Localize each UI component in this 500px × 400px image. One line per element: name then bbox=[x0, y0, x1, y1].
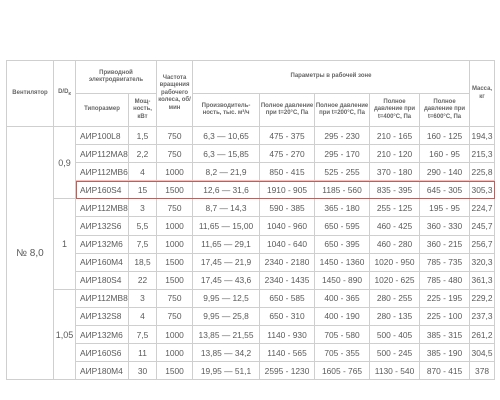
table-row bbox=[7, 181, 495, 199]
cell-p400: 500 - 405 bbox=[370, 326, 420, 344]
cell-mass: 224,7 bbox=[470, 199, 495, 217]
cell-p20: 1040 - 640 bbox=[260, 235, 315, 253]
cell-power: 4 bbox=[129, 307, 157, 325]
cell-p400: 280 - 135 bbox=[370, 307, 420, 325]
header-power: Мощ-ность, кВт bbox=[129, 94, 157, 127]
cell-speed: 750 bbox=[157, 145, 193, 163]
cell-capacity: 6,3 — 15,85 bbox=[193, 145, 260, 163]
header-dd-text: D/D bbox=[58, 88, 69, 95]
dd-group-cell: 1 bbox=[54, 199, 76, 289]
cell-p400: 370 - 180 bbox=[370, 163, 420, 181]
cell-capacity: 13,85 — 34,2 bbox=[193, 344, 260, 362]
cell-p400: 835 - 395 bbox=[370, 181, 420, 199]
header-dd bbox=[54, 61, 76, 127]
cell-capacity: 8,7 — 14,3 bbox=[193, 199, 260, 217]
cell-p600: 785 - 480 bbox=[420, 271, 470, 289]
table-row bbox=[7, 344, 495, 362]
cell-power: 11 bbox=[129, 344, 157, 362]
cell-p400: 1020 - 625 bbox=[370, 271, 420, 289]
cell-p20: 2340 - 1435 bbox=[260, 271, 315, 289]
cell-p600: 785 - 735 bbox=[420, 253, 470, 271]
cell-p20: 1140 - 930 bbox=[260, 326, 315, 344]
cell-type: АИР132S8 bbox=[76, 307, 129, 325]
cell-type: АИР112МА8 bbox=[76, 145, 129, 163]
cell-type: АИР132М6 bbox=[76, 326, 129, 344]
cell-p600: 290 - 140 bbox=[420, 163, 470, 181]
cell-capacity: 9,95 — 12,5 bbox=[193, 289, 260, 307]
cell-capacity: 6,3 — 10,65 bbox=[193, 127, 260, 145]
cell-type: АИР100L8 bbox=[76, 127, 129, 145]
cell-mass: 229,2 bbox=[470, 289, 495, 307]
cell-p200: 650 - 395 bbox=[315, 235, 370, 253]
header-dd-sub: к bbox=[68, 90, 71, 97]
cell-power: 30 bbox=[129, 362, 157, 380]
cell-p400: 210 - 120 bbox=[370, 145, 420, 163]
cell-p20: 590 - 385 bbox=[260, 199, 315, 217]
cell-speed: 750 bbox=[157, 307, 193, 325]
cell-p200: 365 - 180 bbox=[315, 199, 370, 217]
table-row bbox=[7, 217, 495, 235]
cell-p200: 400 - 190 bbox=[315, 307, 370, 325]
cell-speed: 1000 bbox=[157, 344, 193, 362]
cell-mass: 256,7 bbox=[470, 235, 495, 253]
cell-power: 22 bbox=[129, 271, 157, 289]
cell-p600: 645 - 305 bbox=[420, 181, 470, 199]
dd-group-cell: 0,9 bbox=[54, 127, 76, 199]
table-row bbox=[7, 199, 495, 217]
cell-p200: 705 - 355 bbox=[315, 344, 370, 362]
cell-p400: 255 - 125 bbox=[370, 199, 420, 217]
cell-mass: 378 bbox=[470, 362, 495, 380]
cell-power: 3 bbox=[129, 199, 157, 217]
cell-capacity: 12,6 — 31,6 bbox=[193, 181, 260, 199]
cell-p200: 705 - 580 bbox=[315, 326, 370, 344]
cell-capacity: 9,95 — 25,8 bbox=[193, 307, 260, 325]
cell-capacity: 11,65 — 29,1 bbox=[193, 235, 260, 253]
header-motor-type: Типоразмер bbox=[76, 94, 129, 127]
cell-p400: 1020 - 950 bbox=[370, 253, 420, 271]
cell-p600: 385 - 190 bbox=[420, 344, 470, 362]
cell-mass: 194,3 bbox=[470, 127, 495, 145]
cell-p20: 1140 - 565 bbox=[260, 344, 315, 362]
fan-spec-table bbox=[6, 60, 495, 380]
cell-p20: 475 - 375 bbox=[260, 127, 315, 145]
table-row bbox=[7, 271, 495, 289]
cell-p400: 500 - 245 bbox=[370, 344, 420, 362]
cell-power: 1,5 bbox=[129, 127, 157, 145]
table-row bbox=[7, 163, 495, 181]
cell-p600: 195 - 95 bbox=[420, 199, 470, 217]
header-params-group: Параметры в рабочей зоне bbox=[193, 61, 470, 94]
cell-capacity: 13,85 — 21,55 bbox=[193, 326, 260, 344]
cell-capacity: 11,65 — 15,00 bbox=[193, 217, 260, 235]
cell-power: 5,5 bbox=[129, 217, 157, 235]
cell-power: 7,5 bbox=[129, 235, 157, 253]
cell-speed: 750 bbox=[157, 127, 193, 145]
cell-type: АИР180S4 bbox=[76, 271, 129, 289]
cell-type: АИР112МВ8 bbox=[76, 289, 129, 307]
cell-speed: 1000 bbox=[157, 217, 193, 235]
cell-mass: 245,7 bbox=[470, 217, 495, 235]
cell-p600: 360 - 330 bbox=[420, 217, 470, 235]
cell-p200: 1185 - 560 bbox=[315, 181, 370, 199]
cell-type: АИР132S6 bbox=[76, 217, 129, 235]
cell-type: АИР132М6 bbox=[76, 235, 129, 253]
cell-p600: 360 - 215 bbox=[420, 235, 470, 253]
cell-p20: 1040 - 960 bbox=[260, 217, 315, 235]
cell-p200: 295 - 230 bbox=[315, 127, 370, 145]
cell-p20: 650 - 585 bbox=[260, 289, 315, 307]
cell-capacity: 17,45 — 21,9 bbox=[193, 253, 260, 271]
dd-group-cell: 1,05 bbox=[54, 289, 76, 379]
cell-type: АИР112МВ6 bbox=[76, 163, 129, 181]
cell-speed: 750 bbox=[157, 289, 193, 307]
header-fan: Вентилятор bbox=[7, 61, 54, 127]
header-speed: Частота вращения рабочего колеса, об/мин bbox=[157, 61, 193, 127]
table-row bbox=[7, 127, 495, 145]
cell-p400: 1130 - 540 bbox=[370, 362, 420, 380]
cell-p600: 160 - 125 bbox=[420, 127, 470, 145]
cell-speed: 1500 bbox=[157, 253, 193, 271]
header-p200: Полное давление при t=200°С, Па bbox=[315, 94, 370, 127]
cell-p400: 460 - 280 bbox=[370, 235, 420, 253]
cell-type: АИР160S6 bbox=[76, 344, 129, 362]
cell-p600: 225 - 195 bbox=[420, 289, 470, 307]
cell-type: АИР160S4 bbox=[76, 181, 129, 199]
header-p20: Полное давление при t=20°С, Па bbox=[260, 94, 315, 127]
cell-p600: 385 - 315 bbox=[420, 326, 470, 344]
cell-mass: 361,3 bbox=[470, 271, 495, 289]
cell-p200: 1450 - 890 bbox=[315, 271, 370, 289]
table-row bbox=[7, 235, 495, 253]
header-p600: Полное давление при t=600°С, Па bbox=[420, 94, 470, 127]
table-row bbox=[7, 307, 495, 325]
header-mass: Масса, кг bbox=[470, 61, 495, 127]
table-row bbox=[7, 326, 495, 344]
cell-speed: 1500 bbox=[157, 271, 193, 289]
cell-mass: 215,3 bbox=[470, 145, 495, 163]
table-row bbox=[7, 289, 495, 307]
cell-p200: 400 - 365 bbox=[315, 289, 370, 307]
cell-mass: 237,3 bbox=[470, 307, 495, 325]
cell-p600: 870 - 415 bbox=[420, 362, 470, 380]
cell-p20: 2595 - 1230 bbox=[260, 362, 315, 380]
fan-spec-table-container bbox=[6, 60, 494, 380]
cell-p20: 475 - 270 bbox=[260, 145, 315, 163]
cell-capacity: 8,2 — 21,9 bbox=[193, 163, 260, 181]
cell-p600: 225 - 100 bbox=[420, 307, 470, 325]
table-row bbox=[7, 145, 495, 163]
table-body bbox=[7, 127, 495, 380]
fan-label-cell: № 8,0 bbox=[7, 127, 54, 380]
cell-p400: 280 - 255 bbox=[370, 289, 420, 307]
header-motor-group: Приводной электродвигатель bbox=[76, 61, 157, 94]
cell-capacity: 19,95 — 51,1 bbox=[193, 362, 260, 380]
cell-speed: 1000 bbox=[157, 235, 193, 253]
cell-power: 3 bbox=[129, 289, 157, 307]
cell-power: 15 bbox=[129, 181, 157, 199]
cell-mass: 261,2 bbox=[470, 326, 495, 344]
header-p400: Полное давление при t=400°С, Па bbox=[370, 94, 420, 127]
cell-speed: 750 bbox=[157, 199, 193, 217]
cell-power: 2,2 bbox=[129, 145, 157, 163]
cell-type: АИР160М4 bbox=[76, 253, 129, 271]
cell-speed: 1000 bbox=[157, 326, 193, 344]
cell-p200: 525 - 255 bbox=[315, 163, 370, 181]
cell-p20: 650 - 310 bbox=[260, 307, 315, 325]
cell-mass: 304,5 bbox=[470, 344, 495, 362]
cell-power: 18,5 bbox=[129, 253, 157, 271]
cell-mass: 225,8 bbox=[470, 163, 495, 181]
cell-p200: 650 - 595 bbox=[315, 217, 370, 235]
cell-p400: 460 - 425 bbox=[370, 217, 420, 235]
cell-p200: 1605 - 765 bbox=[315, 362, 370, 380]
header-capacity: Производитель-ность, тыс. м³/ч bbox=[193, 94, 260, 127]
cell-p600: 160 - 95 bbox=[420, 145, 470, 163]
cell-type: АИР112МВ8 bbox=[76, 199, 129, 217]
cell-p200: 295 - 170 bbox=[315, 145, 370, 163]
table-row bbox=[7, 253, 495, 271]
cell-p200: 1450 - 1360 bbox=[315, 253, 370, 271]
table-row bbox=[7, 362, 495, 380]
cell-capacity: 17,45 — 43,6 bbox=[193, 271, 260, 289]
cell-power: 4 bbox=[129, 163, 157, 181]
cell-mass: 320,3 bbox=[470, 253, 495, 271]
cell-speed: 1500 bbox=[157, 362, 193, 380]
cell-type: АИР180М4 bbox=[76, 362, 129, 380]
cell-p20: 1910 - 905 bbox=[260, 181, 315, 199]
cell-p20: 2340 - 2180 bbox=[260, 253, 315, 271]
cell-speed: 1500 bbox=[157, 181, 193, 199]
cell-speed: 1000 bbox=[157, 163, 193, 181]
cell-p20: 850 - 415 bbox=[260, 163, 315, 181]
cell-p400: 210 - 165 bbox=[370, 127, 420, 145]
cell-power: 7,5 bbox=[129, 326, 157, 344]
cell-mass: 305,3 bbox=[470, 181, 495, 199]
